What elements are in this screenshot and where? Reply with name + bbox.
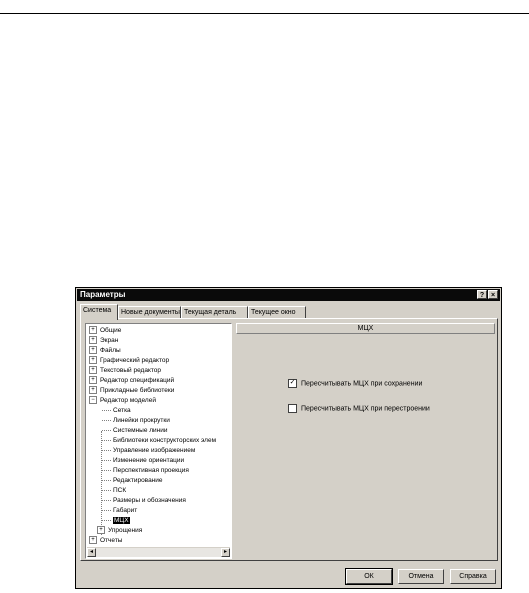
tree-branch [102,420,111,421]
expand-icon[interactable]: + [89,536,97,544]
scroll-right-icon[interactable]: ▸ [221,548,230,557]
tab-new-documents[interactable]: Новые документы [118,306,181,319]
tree-item-label: Редактор спецификаций [100,377,175,384]
pane-title: МЦХ [236,323,495,334]
tree-item-app-libraries[interactable] [89,386,174,396]
tree-branch [102,470,111,471]
tree-item-label: Редактор моделей [100,397,156,404]
tree-branch [102,490,111,491]
cancel-button[interactable]: Отмена [398,569,444,584]
collapse-icon[interactable]: − [89,396,97,404]
tab-current-window[interactable]: Текущее окно [248,306,306,319]
expand-icon[interactable]: + [89,356,97,364]
tree-item-grid[interactable] [102,406,131,416]
close-icon[interactable]: × [488,290,498,299]
expand-icon[interactable]: + [89,346,97,354]
recalc-on-save-option[interactable] [288,379,422,389]
tree-item-label: Габарит [113,507,138,514]
tree-item-reports[interactable] [89,536,122,546]
tree-item-label: Сетка [113,407,131,414]
tree-item-label: Файлы [100,347,121,354]
tree-item-files[interactable] [89,346,121,356]
tree-item-label: Отчеты [100,537,123,544]
tree-item-label: Прикладные библиотеки [100,387,175,394]
recalc-on-rebuild-checkbox[interactable] [288,404,297,413]
tree-item-view-control[interactable] [102,446,195,456]
parameters-dialog [75,287,502,589]
recalc-on-save-checkbox[interactable]: ✓ [289,379,296,386]
tree-item-spec-editor[interactable] [89,376,174,386]
tree-branch [102,520,111,521]
tree-item-screen[interactable] [89,336,118,346]
tree-item-orientation[interactable] [102,456,184,466]
tree-item-label: Управление изображением [113,447,196,454]
tree-item-bounds[interactable] [102,506,137,516]
tree-item-general[interactable] [89,326,121,336]
tree-item-ucs[interactable] [102,486,126,496]
tree-branch [102,440,111,441]
tree-branch [102,500,111,501]
expand-icon[interactable]: + [89,336,97,344]
tab-panel [80,318,498,561]
dialog-title: Параметры [80,290,126,299]
tree-item-label: Общие [100,327,122,334]
expand-icon[interactable]: + [89,366,97,374]
tree-horizontal-scrollbar[interactable] [87,547,230,557]
expand-icon[interactable]: + [89,386,97,394]
tree-item-text-editor[interactable] [89,366,161,376]
tree-item-label: Упрощения [108,527,143,534]
help-button[interactable]: Справка [450,569,496,584]
tree-item-label: МЦХ [114,517,129,524]
tree-item-graphic-editor[interactable] [89,356,169,366]
tree-item-system-lines[interactable] [102,426,168,436]
tab-current-part[interactable]: Текущая деталь [181,306,248,319]
tree-item-label: Графический редактор [100,357,170,364]
tree-item-label: Линейки прокрутки [113,417,170,424]
scroll-left-icon[interactable]: ◂ [87,548,96,557]
tree-branch [102,510,111,511]
mch-settings-pane [236,323,495,559]
tree-item-label: Системные линии [113,427,168,434]
tree-branch [102,430,111,431]
recalc-on-rebuild-option[interactable] [288,404,430,414]
title-bar [77,289,500,301]
settings-tree[interactable] [85,323,232,559]
tree-item-design-libraries[interactable] [102,436,216,446]
tree-item-perspective[interactable] [102,466,189,476]
tree-branch [102,450,111,451]
tree-item-label: Размеры и обозначения [113,497,186,504]
tree-item-editing[interactable] [102,476,163,486]
tree-item-mch[interactable] [102,516,130,526]
tree-item-label: Библиотеки конструкторских элем [113,437,217,444]
tree-item-label: Текстовый редактор [100,367,162,374]
tree-item-label: Перспективная проекция [113,467,189,474]
tree-item-model-editor[interactable] [89,396,156,406]
expand-icon[interactable]: + [89,326,97,334]
expand-icon[interactable]: + [89,376,97,384]
tab-system[interactable]: Система [80,304,118,320]
help-icon[interactable]: ? [477,290,487,299]
tree-item-label: ПСК [113,487,127,494]
tree-item-dimensions[interactable] [102,496,186,506]
tree-item-scroll-rulers[interactable] [102,416,170,426]
tree-branch [102,410,111,411]
tree-item-simplifications[interactable] [97,526,142,536]
recalc-on-rebuild-label: Пересчитывать МЦХ при перестроении [301,405,430,413]
tree-item-label: Экран [100,337,119,344]
ok-button[interactable]: ОК [346,569,392,584]
tree-branch [102,480,111,481]
tree-branch [102,460,111,461]
page-top-rule [0,13,529,14]
tree-item-label: Редактирование [113,477,163,484]
recalc-on-save-label: Пересчитывать МЦХ при сохранении [301,380,423,388]
tree-item-label: Изменение ориентации [113,457,185,464]
expand-icon[interactable]: + [97,526,105,534]
